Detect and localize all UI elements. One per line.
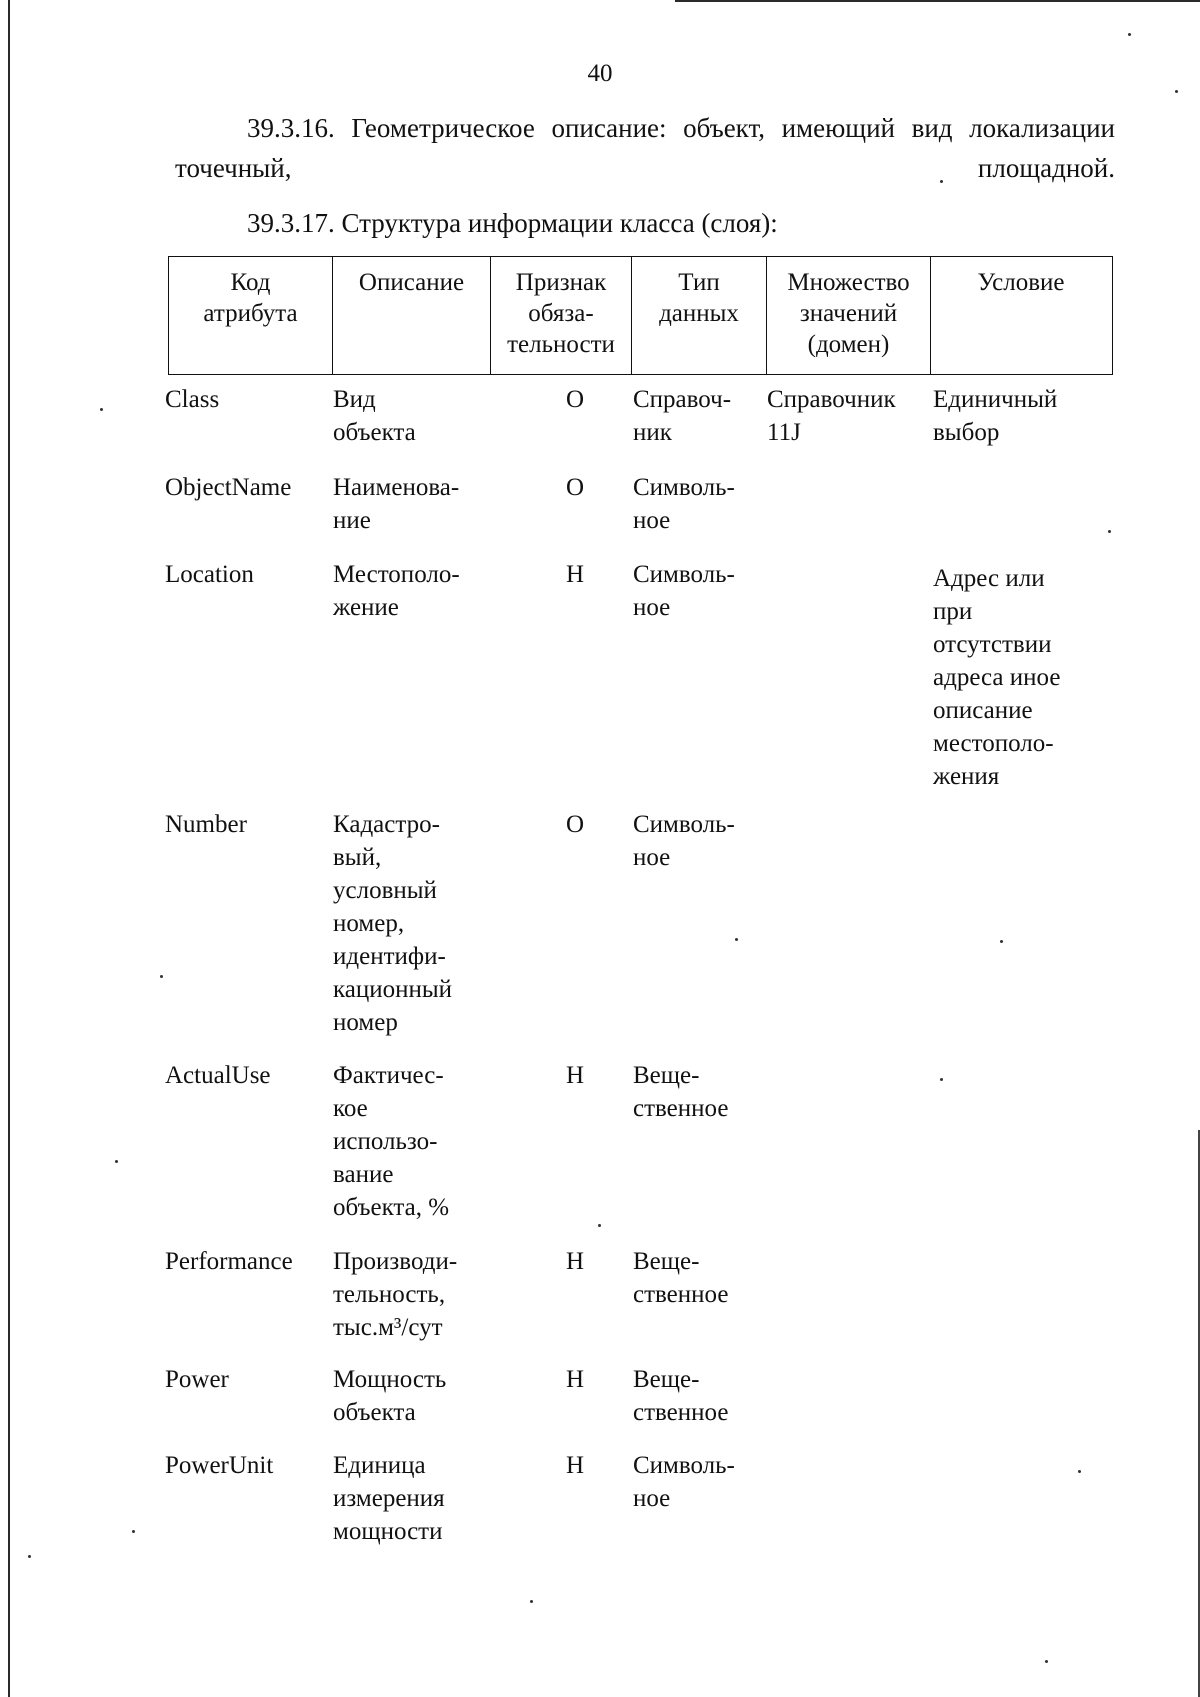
cell-description: Кадастро- вый, условный номер, идентифи- кационный номер bbox=[333, 811, 453, 1036]
scan-speck bbox=[1108, 530, 1111, 533]
cell-domain: Справочник 11J bbox=[767, 386, 896, 446]
cell-required: Н bbox=[565, 561, 585, 588]
cell-condition: Единичный выбор bbox=[933, 386, 1058, 446]
cell-code: ActualUse bbox=[165, 1062, 271, 1089]
header-domain: Множество значений (домен) bbox=[767, 257, 931, 374]
table-row bbox=[165, 1363, 1115, 1426]
scan-speck bbox=[530, 1600, 533, 1603]
cell-required: О bbox=[565, 474, 585, 501]
cell-required: Н bbox=[565, 1062, 585, 1089]
cell-type: Веще- ственное bbox=[633, 1248, 729, 1308]
scan-speck bbox=[940, 1078, 943, 1081]
cell-required: О bbox=[565, 386, 585, 413]
cell-description: Единица измерения мощности bbox=[333, 1452, 445, 1545]
cell-required: Н bbox=[565, 1366, 585, 1393]
header-description: Описание bbox=[333, 257, 491, 374]
header-data-type: Тип данных bbox=[632, 257, 767, 374]
section-paragraph-geometry: 39.3.16. Геометрическое описание: объект, имеющий вид локализации точечный, площадной. bbox=[175, 113, 1115, 183]
cell-code: ObjectName bbox=[165, 474, 292, 501]
cell-code: Performance bbox=[165, 1248, 293, 1275]
table-row bbox=[165, 383, 1115, 446]
cell-description: Фактичес- кое использо- вание объекта, % bbox=[333, 1062, 450, 1221]
header-required: Признак обяза- тельности bbox=[491, 257, 632, 374]
cell-type: Справоч- ник bbox=[633, 386, 732, 446]
page-number: 40 bbox=[587, 60, 613, 87]
section-paragraph-structure: 39.3.17. Структура информации класса (слоя): bbox=[247, 208, 778, 238]
cell-code: Power bbox=[165, 1366, 229, 1393]
cell-condition: Адрес или при отсутствии адреса иное описание местополо- жения bbox=[933, 565, 1061, 790]
scan-speck bbox=[100, 408, 103, 411]
scan-speck bbox=[1175, 90, 1178, 93]
cell-type: Символь- ное bbox=[633, 1452, 735, 1512]
cell-description: Местополо- жение bbox=[333, 561, 460, 621]
cell-description: Наименова- ние bbox=[333, 474, 460, 534]
cell-description: Вид объекта bbox=[333, 386, 416, 446]
cell-required: О bbox=[565, 811, 585, 838]
table-row bbox=[165, 471, 1115, 534]
scan-speck bbox=[1000, 940, 1003, 943]
scan-speck bbox=[1078, 1470, 1081, 1473]
table-header bbox=[168, 256, 1113, 375]
table-row bbox=[165, 1449, 1115, 1545]
scan-speck bbox=[160, 975, 163, 978]
table-row bbox=[165, 1245, 1115, 1341]
cell-code: Number bbox=[165, 811, 247, 838]
cell-type: Символь- ное bbox=[633, 561, 735, 621]
cell-code: PowerUnit bbox=[165, 1452, 274, 1479]
cell-code: Location bbox=[165, 561, 254, 588]
table-row bbox=[165, 808, 1115, 1036]
cell-required: Н bbox=[565, 1452, 585, 1479]
scan-speck bbox=[735, 938, 738, 941]
scan-speck bbox=[132, 1530, 135, 1533]
table-row bbox=[165, 558, 1115, 790]
scan-speck bbox=[598, 1224, 601, 1227]
header-condition: Условие bbox=[977, 269, 1065, 296]
cell-type: Веще- ственное bbox=[633, 1062, 729, 1122]
cell-type: Символь- ное bbox=[633, 811, 735, 871]
cell-code: Class bbox=[165, 386, 220, 413]
scan-speck bbox=[28, 1555, 31, 1558]
cell-type: Веще- ственное bbox=[633, 1366, 729, 1426]
table-row bbox=[165, 1059, 1115, 1221]
scan-speck bbox=[1045, 1660, 1048, 1663]
header-attribute-code: Код атрибута bbox=[169, 257, 333, 374]
scan-edge-left bbox=[8, 0, 10, 1697]
scan-edge-top bbox=[675, 0, 1200, 2]
scan-speck bbox=[1128, 33, 1131, 36]
cell-description: Производи- тельность, тыс.м³/сут bbox=[333, 1248, 458, 1341]
cell-required: Н bbox=[565, 1248, 585, 1275]
cell-type: Символь- ное bbox=[633, 474, 735, 534]
cell-description: Мощность объекта bbox=[333, 1366, 447, 1426]
scan-speck bbox=[115, 1160, 118, 1163]
